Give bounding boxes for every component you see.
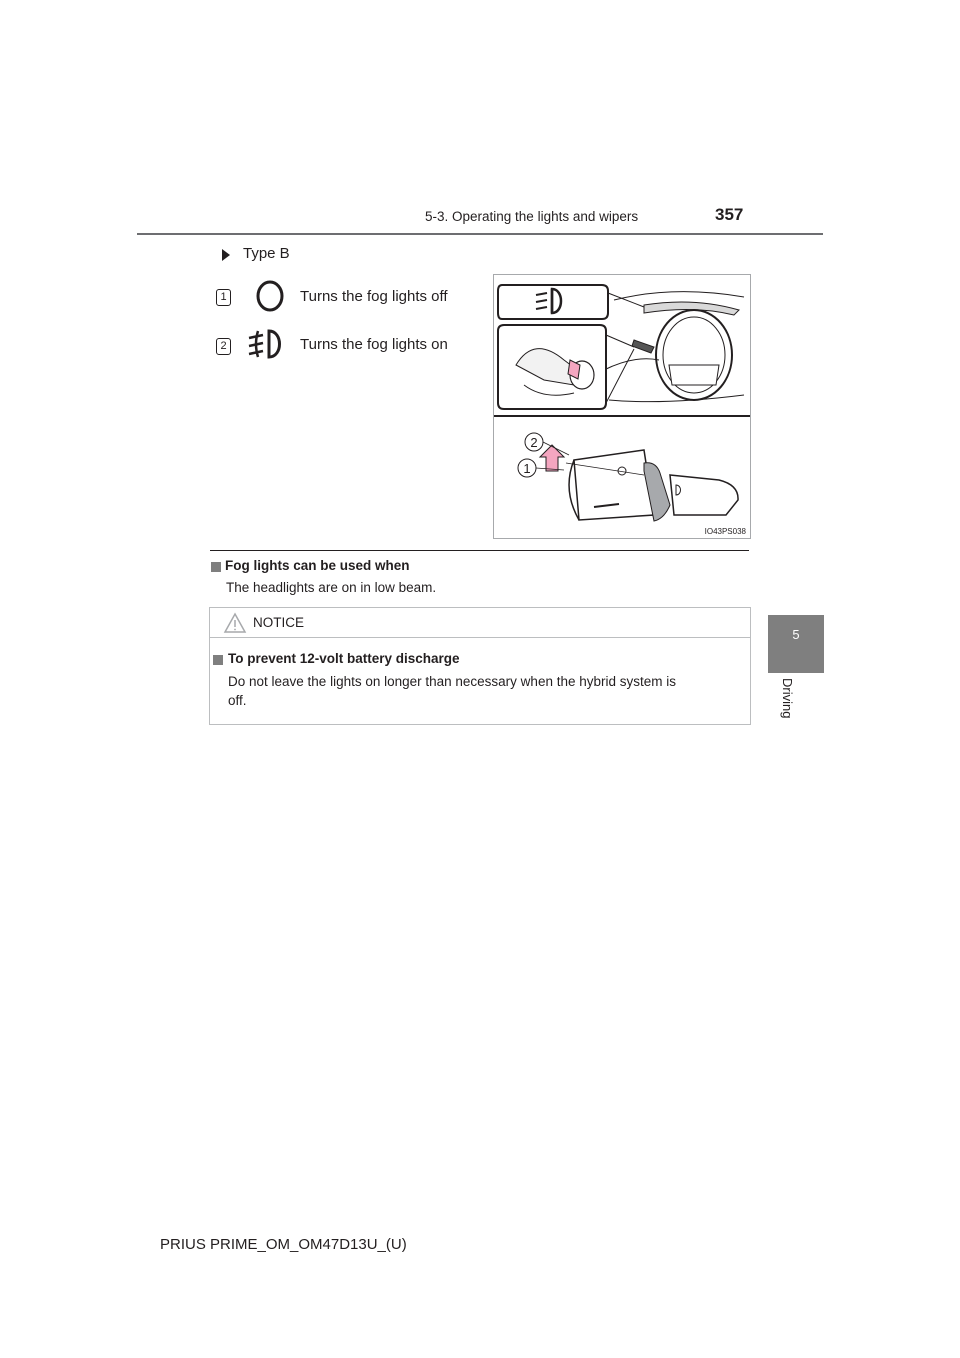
callout-label: 1	[523, 461, 531, 476]
item-text: Turns the fog lights on	[300, 336, 448, 353]
chapter-label: Driving	[780, 678, 795, 719]
illustration-drawing	[494, 275, 750, 538]
chapter-tab	[768, 615, 824, 673]
page-number: 357	[715, 205, 744, 224]
notice-text-line: off.	[228, 693, 247, 708]
fog-light-off-icon	[254, 279, 286, 313]
info-text: The headlights are on in low beam.	[226, 580, 437, 595]
notice-text-line: Do not leave the lights on longer than necessary when the hybrid system is	[228, 674, 676, 689]
item-number-badge: 2	[216, 338, 231, 355]
notice-title: NOTICE	[253, 615, 305, 630]
warning-triangle-icon	[223, 612, 247, 634]
notice-divider	[210, 637, 750, 638]
callout-label: 2	[530, 435, 538, 450]
heading-square-icon	[211, 562, 221, 572]
fog-light-on-icon	[245, 327, 287, 361]
notice-text	[228, 672, 748, 710]
figure-caption: IO43PS038	[704, 527, 746, 536]
section-divider	[210, 550, 749, 551]
chapter-label-container	[781, 678, 801, 748]
item-number-badge: 1	[216, 289, 231, 306]
item-text: Turns the fog lights off	[300, 288, 448, 305]
heading-square-icon	[213, 655, 223, 665]
chapter-number: 5	[792, 627, 800, 642]
notice-heading: To prevent 12-volt battery discharge	[228, 651, 460, 666]
bullet-arrow-icon	[222, 249, 230, 261]
fog-light-switch-illustration	[493, 274, 751, 539]
footer-doc-id: PRIUS PRIME_OM_OM47D13U_(U)	[160, 1236, 407, 1253]
notice-box	[209, 607, 751, 725]
info-heading: Fog lights can be used when	[225, 558, 410, 573]
header-rule	[137, 233, 823, 235]
section-title: 5-3. Operating the lights and wipers	[425, 209, 639, 224]
type-label: Type B	[243, 245, 290, 262]
